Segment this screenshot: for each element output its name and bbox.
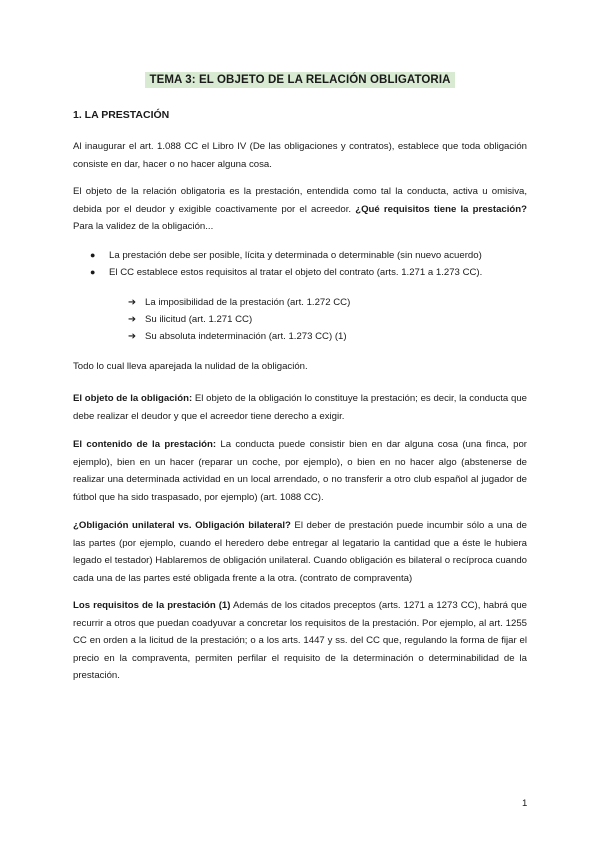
term-heading: El objeto de la obligación: <box>73 393 193 404</box>
arrow-right-icon: ➔ <box>128 331 137 342</box>
list-item <box>128 294 528 311</box>
document-title: TEMA 3: EL OBJETO DE LA RELACIÓN OBLIGATORIA <box>145 72 454 88</box>
paragraph-objeto-relacion <box>73 183 527 236</box>
term-heading: ¿Obligación unilateral vs. Obligación bilateral? <box>73 520 291 531</box>
arrow-right-icon: ➔ <box>128 297 137 308</box>
bullet-icon: ● <box>90 267 96 277</box>
list-item-text: Su ilicitud (art. 1.271 CC) <box>145 314 253 325</box>
requisitos-question: ¿Qué requisitos tiene la prestación? <box>355 203 527 215</box>
paragraph-requisitos <box>73 597 527 685</box>
page-number: 1 <box>522 798 528 809</box>
bullet-icon: ● <box>90 250 96 260</box>
paragraph-objeto-obligacion <box>73 390 527 425</box>
list-item-text: El CC establece estos requisitos al tratar el objeto del contrato (arts. 1.271 a 1.273 CC). <box>109 267 483 278</box>
paragraph-objeto-text: El objeto de la relación obligatoria es la prestación, entendida como tal la conducta, activa u omisiva, debida por el deudor y exigible coactivamente por el acreedor. <box>73 186 527 215</box>
list-item <box>73 247 527 264</box>
term-heading: Los requisitos de la prestación (1) <box>73 600 231 611</box>
paragraph-objeto-tail: Para la validez de la obligación... <box>73 221 214 232</box>
arrow-right-icon: ➔ <box>128 314 137 325</box>
term-body: El deber de prestación puede incumbir sólo a una de las partes (por ejemplo, cuando el heredero debe entregar al legatario la cantidad que a éste le hubiera legado el testador) Hablaremos de obligación unilateral. Cuando obligación es bilateral o recíproca cuando cada una de las partes esté obligada frente a la otra. (contrato de compraventa) <box>73 520 527 584</box>
paragraph-unilateral-bilateral <box>73 517 527 587</box>
requirements-bullet-list <box>73 247 527 281</box>
term-heading: El contenido de la prestación: <box>73 439 217 450</box>
list-item-text: La imposibilidad de la prestación (art. 1.272 CC) <box>145 297 351 308</box>
list-item-text: La prestación debe ser posible, lícita y determinada o determinable (sin nuevo acuerdo) <box>109 250 482 261</box>
list-item <box>128 311 528 328</box>
term-body: El objeto de la obligación lo constituye la prestación; es decir, la conducta que debe realizar el deudor y que el acreedor tiene derecho a exigir. <box>73 393 527 422</box>
paragraph-nulidad: Todo lo cual lleva aparejada la nulidad de la obligación. <box>73 361 308 372</box>
list-item-text: Su absoluta indeterminación (art. 1.273 CC) (1) <box>145 331 347 342</box>
nullity-causes-list <box>128 294 528 345</box>
list-item <box>128 328 528 345</box>
paragraph-contenido-prestacion <box>73 436 527 506</box>
term-body: La conducta puede consistir bien en dar alguna cosa (una finca, por ejemplo), bien en un hacer (reparar un coche, por ejemplo), o bien en no hacer algo (abstenerse de realizar una determinada actividad en un local arrendado, o no transferir a otro club español al jugador de fútbol que ha sido traspasado, por ejemplo) (art. 1088 CC). <box>73 439 527 503</box>
title-wrapper <box>0 70 600 88</box>
term-body: Además de los citados preceptos (arts. 1271 a 1273 CC), habrá que recurrir a otros que puedan coadyuvar a concretar los requisitos de la prestación. Por ejemplo, al art. 1255 CC en orden a la licitud de la prestación; o a los arts. 1447 y ss. del CC que, regulando la forma de fijar el precio en la compraventa, permiten perfilar el requisito de la determinación o determinabilidad de la prestación. <box>73 600 528 681</box>
list-item <box>73 264 527 281</box>
section-heading: 1. LA PRESTACIÓN <box>73 109 170 121</box>
paragraph-intro: Al inaugurar el art. 1.088 CC el Libro IV (De las obligaciones y contratos), establece que toda obligación consiste en dar, hacer o no hacer alguna cosa. <box>73 141 527 170</box>
